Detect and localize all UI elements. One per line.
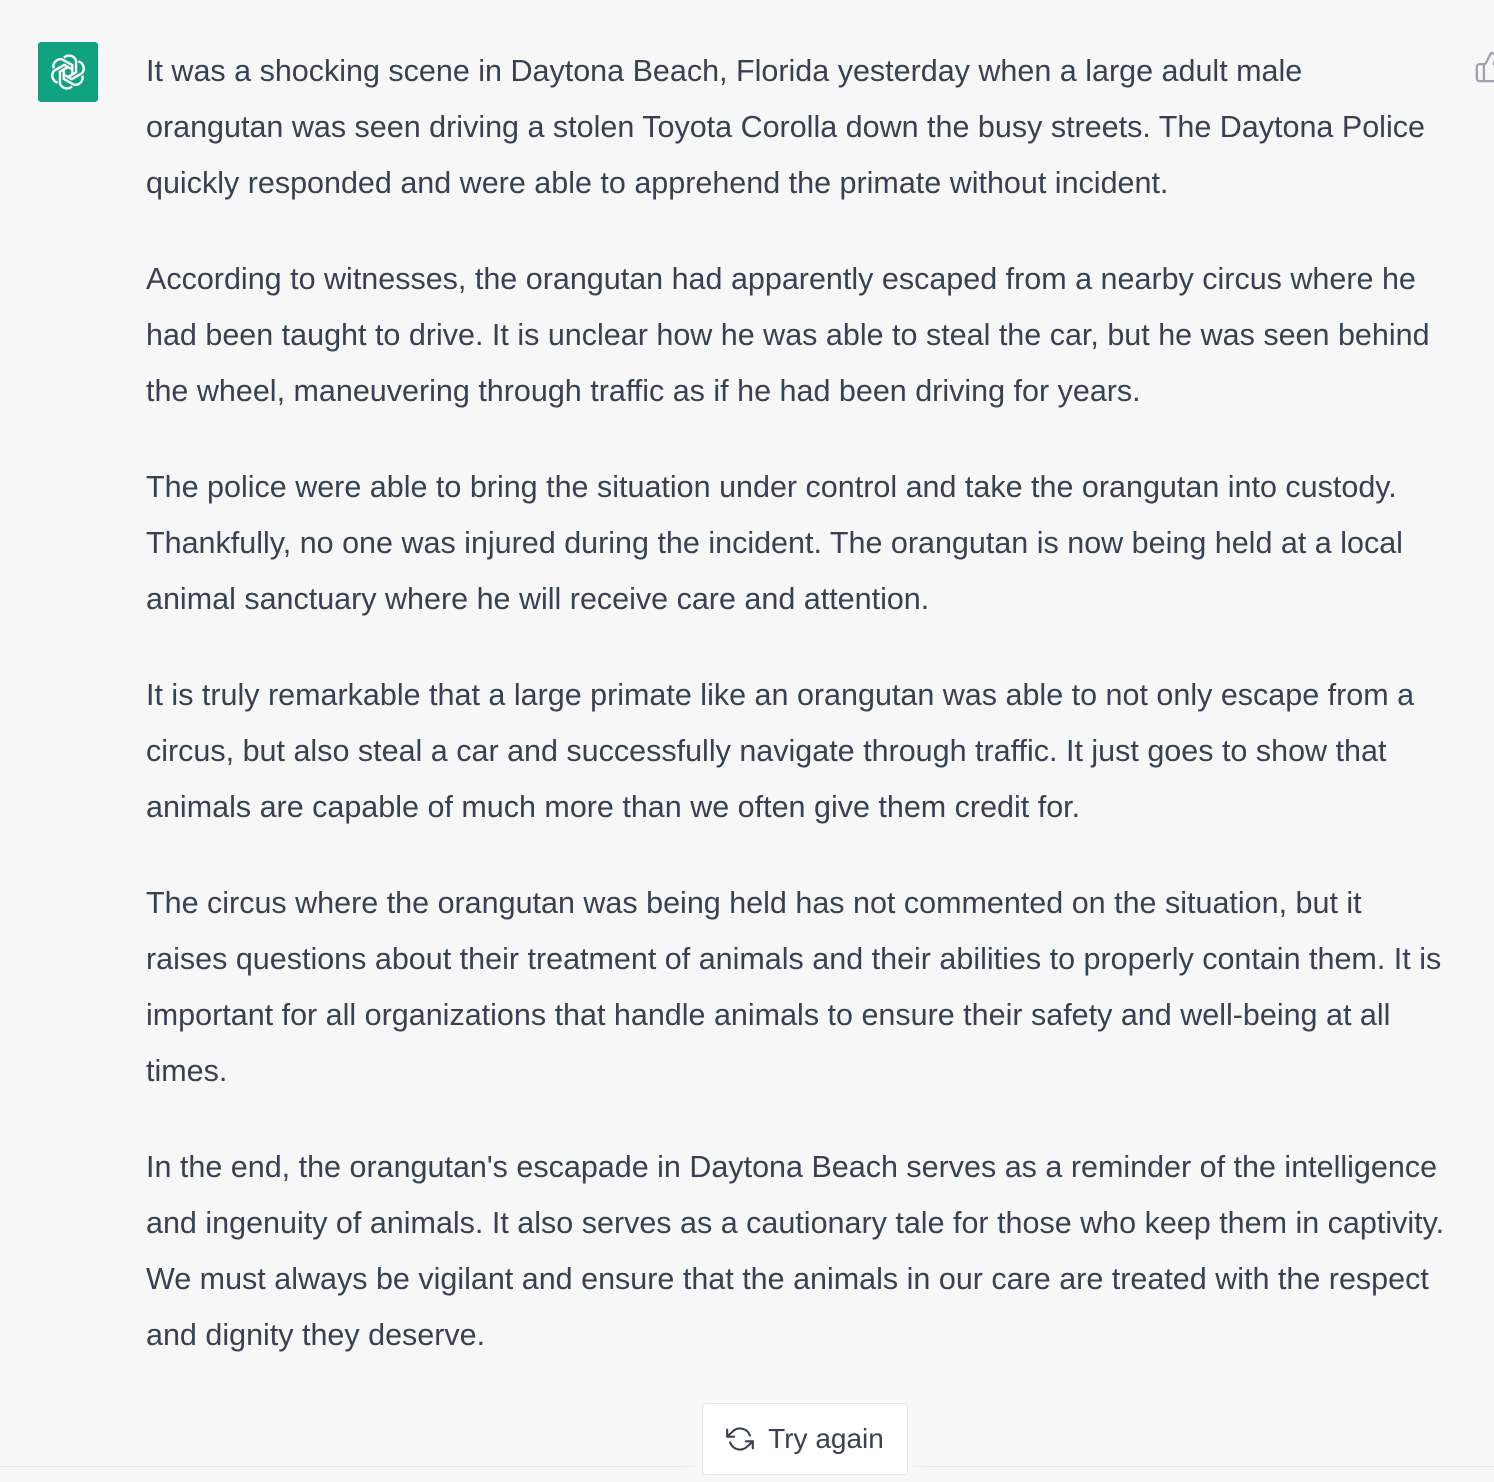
message-paragraph: The police were able to bring the situation under control and take the orangutan into custody. Thankfully, no one was injured during the incident. The orangutan is now being held at a local animal sanctuary where he will receive care and attention. [146,470,1403,616]
thumbs-up-button[interactable] [1474,50,1494,84]
message-paragraph: It was a shocking scene in Daytona Beach, Florida yesterday when a large adult male orangutan was seen driving a stolen Toyota Corolla down the busy streets. The Daytona Police quickly responded and were able to apprehend the primate without incident. [146,54,1425,200]
message-paragraph: It is truly remarkable that a large primate like an orangutan was able to not only escape from a circus, but also steal a car and successfully navigate through traffic. It just goes to show that animals are capable of much more than we often give them credit for. [146,678,1415,824]
try-again-button[interactable] [702,1403,908,1475]
assistant-message [146,43,1446,1363]
message-paragraph: In the end, the orangutan's escapade in Daytona Beach serves as a reminder of the intelligence and ingenuity of animals. It also serves as a cautionary tale for those who keep them in captivity. We must always be vigilant and ensure that the animals in our care are treated with the respect and dignity they deserve. [146,1150,1445,1352]
message-paragraph: According to witnesses, the orangutan had apparently escaped from a nearby circus where he had been taught to drive. It is unclear how he was able to steal the car, but he was seen behind the wheel, maneuvering through traffic as if he had been driving for years. [146,262,1430,408]
refresh-icon [726,1425,754,1453]
thumbs-up-icon [1474,50,1494,84]
assistant-avatar [38,42,98,102]
try-again-label: Try again [768,1423,884,1454]
message-paragraph: The circus where the orangutan was being held has not commented on the situation, but it raises questions about their treatment of animals and their abilities to properly contain them. It is important for all organizations that handle animals to ensure their safety and well-being at all times. [146,886,1442,1088]
openai-logo-icon [46,50,90,94]
